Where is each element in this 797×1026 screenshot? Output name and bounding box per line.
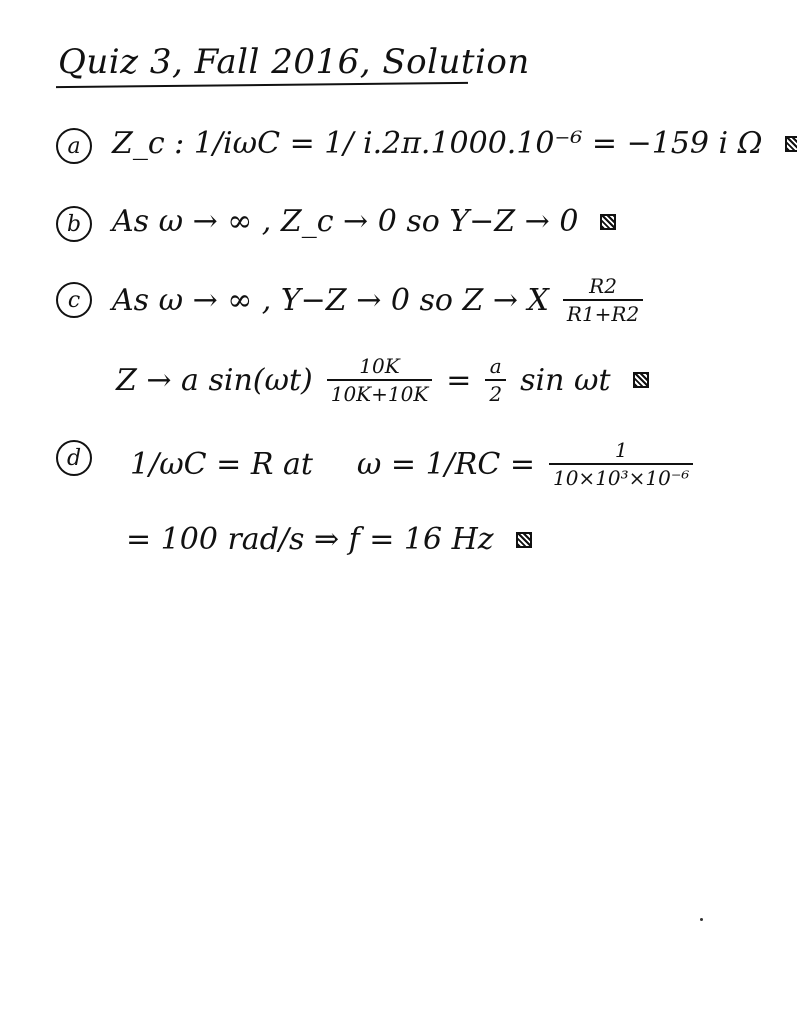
fraction-numerator: R2 (589, 274, 617, 298)
part-d-line-1 (130, 438, 707, 490)
part-b-marker: b (56, 206, 92, 242)
stray-mark (700, 918, 703, 921)
fraction-denominator: 10K+10K (330, 382, 429, 406)
part-c-marker: c (56, 282, 92, 318)
part-b-line (112, 204, 616, 239)
fraction-denominator: 2 (489, 382, 503, 406)
part-c-ratio-fraction (327, 354, 433, 406)
part-d-line-2 (126, 522, 532, 557)
part-a-line (112, 126, 797, 161)
done-checkbox-icon (785, 136, 797, 152)
done-checkbox-icon (633, 372, 649, 388)
page-title: Quiz 3, Fall 2016, Solution (58, 42, 530, 82)
part-a-equation: Z_c : 1/iωC = 1/ i.2π.1000.10⁻⁶ = −159 i Ω (112, 126, 763, 161)
part-c-result-fraction (485, 354, 506, 406)
title-underline (56, 82, 468, 88)
part-b-equation: As ω → ∞ , Z_c → 0 so Y−Z → 0 (112, 204, 579, 239)
fraction-numerator: 10K (359, 354, 400, 378)
part-c-result-term: sin ωt (520, 362, 611, 398)
part-c-line-2 (116, 354, 649, 406)
fraction-numerator: 1 (614, 438, 628, 462)
part-d-marker: d (56, 440, 92, 476)
part-c-statement: As ω → ∞ , Y−Z → 0 so Z → X (112, 282, 549, 318)
part-d-result: = 100 rad/s ⇒ f = 16 Hz (126, 522, 494, 557)
part-c-divider-fraction (563, 274, 643, 326)
part-a-marker: a (56, 128, 92, 164)
equals-sign: = (446, 362, 472, 398)
part-d-omega-fraction (549, 438, 693, 490)
fraction-numerator: a (489, 354, 502, 378)
fraction-bar (563, 299, 643, 301)
done-checkbox-icon (516, 532, 532, 548)
fraction-bar (549, 463, 693, 465)
part-d-condition: 1/ωC = R at (130, 446, 313, 482)
fraction-bar (327, 379, 433, 381)
part-c-line-1 (112, 274, 657, 326)
part-d-omega-expression: ω = 1/RC = (356, 446, 535, 482)
fraction-denominator: R1+R2 (566, 302, 640, 326)
fraction-bar (485, 379, 506, 381)
part-c-input-expression: Z → a sin(ωt) (116, 362, 313, 398)
done-checkbox-icon (600, 214, 616, 230)
fraction-denominator: 10×10³×10⁻⁶ (552, 466, 690, 490)
